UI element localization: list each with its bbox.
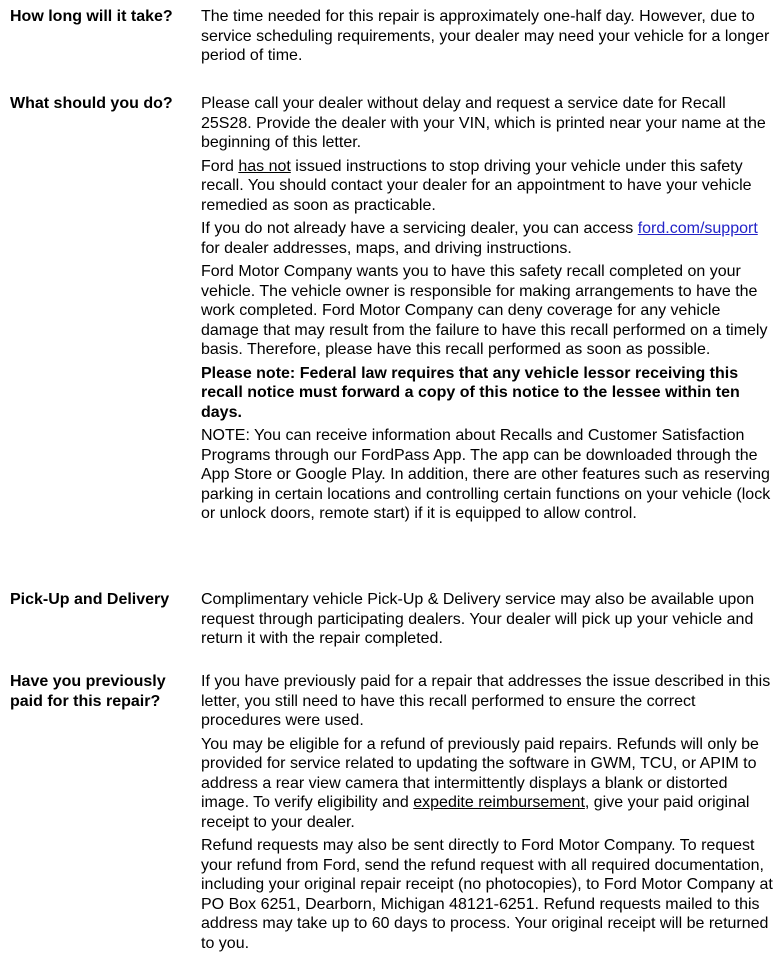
paragraph: Ford Motor Company wants you to have this safety recall completed on your vehicle. The vehicle owner is responsible for making arrangements to have the work completed. Ford Motor Company can deny coverage for any vehicle damage that may result from the failure to have this recall performed on a timely basis. Therefore, please have this recall performed as soon as possible.: [201, 263, 768, 358]
paragraph: Refund requests may also be sent directly to Ford Motor Company. To request your refund from Ford, send the refund request with all required documentation, including your original repair receipt (no photocopies), to Ford Motor Company at PO Box 6251, Dearborn, Michigan 48121-6251. Refund requests mailed to this address may take up to 60 days to process. Your original receipt will be returned to you.: [201, 837, 773, 952]
paragraph: [201, 735, 775, 833]
section-label: Pick-Up and Delivery: [10, 591, 170, 608]
section-body: [201, 7, 775, 70]
section-label: How long will it take?: [10, 8, 173, 25]
paragraph: NOTE: You can receive information about Recalls and Customer Satisfaction Programs through our FordPass App. The app can be downloaded through the App Store or Google Play. In addition, there are other features such as reserving parking in certain locations and controlling certain functions on your vehicle (lock or unlock doors, remote start) if it is equipped to allow control.: [201, 427, 771, 522]
federal-law-note: Please note: Federal law requires that any vehicle lessor receiving this recall notice must forward a copy of this notice to the lessee within ten days.: [201, 364, 740, 421]
text: If you do not already have a servicing dealer, you can access: [201, 220, 638, 237]
underlined-text: has not: [238, 157, 291, 175]
paragraph: [201, 219, 775, 258]
text: for dealer addresses, maps, and driving instructions.: [201, 239, 572, 257]
section-label: Have you previously paid for this repair?: [10, 673, 166, 710]
text: issued instructions to stop driving your vehicle under this safety recall. You should contact your dealer for an appointment to have your vehicle remedied as soon as practicable.: [201, 157, 752, 214]
paragraph: If you have previously paid for a repair that addresses the issue described in this letter, you still need to have this recall performed to ensure the correct procedures were used.: [201, 673, 771, 729]
section-body: [201, 672, 775, 957]
section-label: What should you do?: [10, 95, 173, 112]
paragraph: Please call your dealer without delay and request a service date for Recall 25S28. Provide the dealer with your VIN, which is printed near your name at the beginning of this letter.: [201, 95, 766, 151]
paragraph: Complimentary vehicle Pick-Up & Delivery service may also be available upon request through participating dealers. Your dealer will pick up your vehicle and return it with the repair completed.: [201, 591, 755, 647]
text: , give your paid original receipt to your dealer.: [201, 794, 750, 831]
section-body: [201, 590, 775, 653]
text: Ford: [201, 157, 239, 175]
underlined-text: expedite reimbursement: [413, 794, 585, 811]
ford-support-link[interactable]: ford.com/support: [637, 220, 758, 237]
section-body: [201, 94, 775, 528]
paragraph: [201, 157, 775, 216]
paragraph: The time needed for this repair is approximately one-half day. However, due to service scheduling requirements, your dealer may need your vehicle for a longer period of time.: [201, 8, 770, 64]
text: You may be eligible for a refund of previously paid repairs. Refunds will only be provided for service related to updating the software in GWM, TCU, or APIM to address a rear view camera that intermittently displays a blank or distorted image. To verify eligibility and: [201, 735, 759, 811]
